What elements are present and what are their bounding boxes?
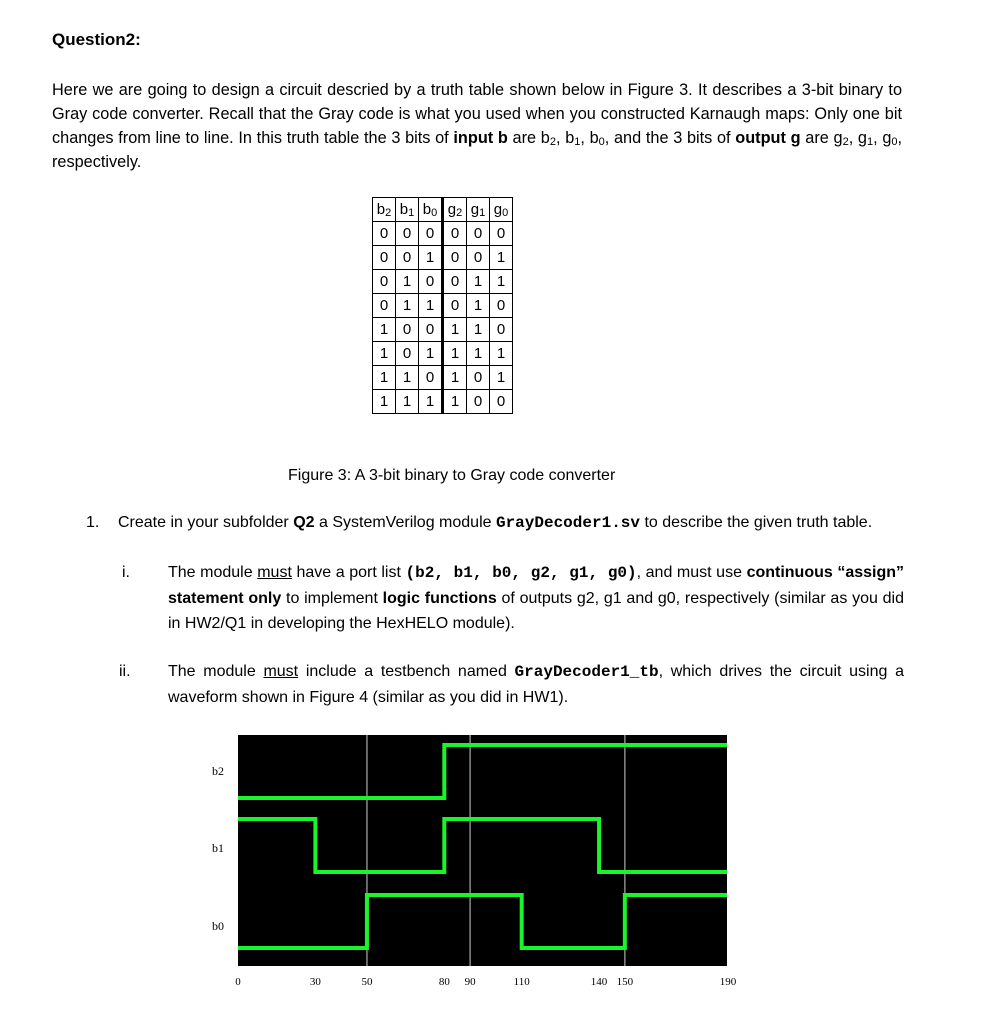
sub-item-ii-text: The module must include a testbench named GrayDecoder1_tb, which drives the circuit using a waveform shown in Figure 4 (similar as you did in HW1). [168,663,904,706]
time-tick-label: 140 [590,976,608,988]
table-cell: 1 [467,270,490,294]
table-cell: 1 [373,390,396,414]
table-cell: 0 [490,294,513,318]
table-row [373,390,513,414]
table-cell: 0 [467,366,490,390]
time-tick-label: 110 [513,976,530,988]
table-cell: 1 [467,294,490,318]
item-1-number: 1. [86,514,100,531]
table-cell: 0 [443,246,467,270]
table-cell: 1 [396,270,419,294]
table-row [373,222,513,246]
table-cell: 0 [373,246,396,270]
table-cell: 0 [373,294,396,318]
table-cell: 0 [373,222,396,246]
table-cell: 1 [490,270,513,294]
table-cell: 1 [490,246,513,270]
table-cell: 1 [396,366,419,390]
question-heading: Question2: [52,30,141,49]
time-tick-label: 0 [235,976,241,988]
table-cell: 1 [490,366,513,390]
table-cell: 0 [373,270,396,294]
signal-b2-label: b2 [212,764,224,778]
table-cell: 1 [443,390,467,414]
table-cell: 0 [443,222,467,246]
waveform-figure-4 [0,730,1004,1012]
table-row [373,246,513,270]
table-cell: 0 [467,390,490,414]
table-cell: 0 [419,270,443,294]
table-cell: 0 [490,318,513,342]
time-tick-label: 190 [719,976,737,988]
waveform-background [238,735,727,966]
table-cell: 1 [467,342,490,366]
tt-header-b1: $b_1$ [396,198,419,222]
table-cell: 0 [419,222,443,246]
figure-3-caption: Figure 3: A 3-bit binary to Gray code converter [288,467,616,484]
time-tick-label: 90 [464,976,476,988]
table-cell: 1 [373,366,396,390]
table-cell: 0 [490,222,513,246]
table-row [373,366,513,390]
table-cell: 1 [373,342,396,366]
tt-header-g0: $g_0$ [490,198,513,222]
table-cell: 0 [467,246,490,270]
table-cell: 1 [396,390,419,414]
table-cell: 1 [396,294,419,318]
time-tick-label: 30 [309,976,321,988]
table-cell: 0 [467,222,490,246]
table-row [373,270,513,294]
table-cell: 0 [396,246,419,270]
table-cell: 1 [419,342,443,366]
tt-header-b0: $b_0$ [419,198,443,222]
table-cell: 0 [419,366,443,390]
table-cell: 1 [419,390,443,414]
table-cell: 0 [396,342,419,366]
table-row [373,294,513,318]
tt-header-g1: $g_1$ [467,198,490,222]
signal-b1-label: b1 [212,841,224,855]
sub-item-i-number: i. [122,564,130,581]
time-tick-label: 50 [361,976,373,988]
table-cell: 1 [419,294,443,318]
table-cell: 1 [490,342,513,366]
table-cell: 1 [443,318,467,342]
sub-item-i-text: The module must have a port list (b2, b1, b0, g2, g1, g0), and must use continuous “assign” statement only to implement logic functions of outputs g2, g1 and g0, respectively (similar as you did in HW2/Q1 in developing the HexHELO module). [168,564,905,632]
table-cell: 1 [443,342,467,366]
tt-header-g2: $g_2$ [443,198,467,222]
table-cell: 1 [419,246,443,270]
table-cell: 0 [443,294,467,318]
table-cell: 0 [490,390,513,414]
table-cell: 1 [373,318,396,342]
table-cell: 1 [467,318,490,342]
tt-header-b2: $b_2$ [373,198,396,222]
time-tick-label: 150 [616,976,634,988]
table-cell: 0 [396,222,419,246]
table-cell: 0 [396,318,419,342]
signal-b0-label: b0 [212,919,224,933]
table-cell: 0 [443,270,467,294]
table-row [373,318,513,342]
intro-paragraph: Here we are going to design a circuit descried by a truth table shown below in Figure 3. It describes a 3-bit binary to Gray code converter. Recall that the Gray code is what you used when you constructed Karnaugh maps: Only one bit changes from line to line. In this truth table the 3 bits of input b are $b_2$, $b_1$, $b_0$, and the 3 bits of output g are $g_2$, $g_1$, $g_0$, respectively. [52,81,903,171]
item-1-text: Create in your subfolder Q2 a SystemVerilog module GrayDecoder1.sv to describe the given truth table. [118,514,873,532]
time-tick-label: 80 [438,976,450,988]
sub-item-ii-number: ii. [119,663,131,680]
table-row [373,342,513,366]
table-cell: 1 [443,366,467,390]
table-cell: 0 [419,318,443,342]
truth-table [372,197,513,414]
